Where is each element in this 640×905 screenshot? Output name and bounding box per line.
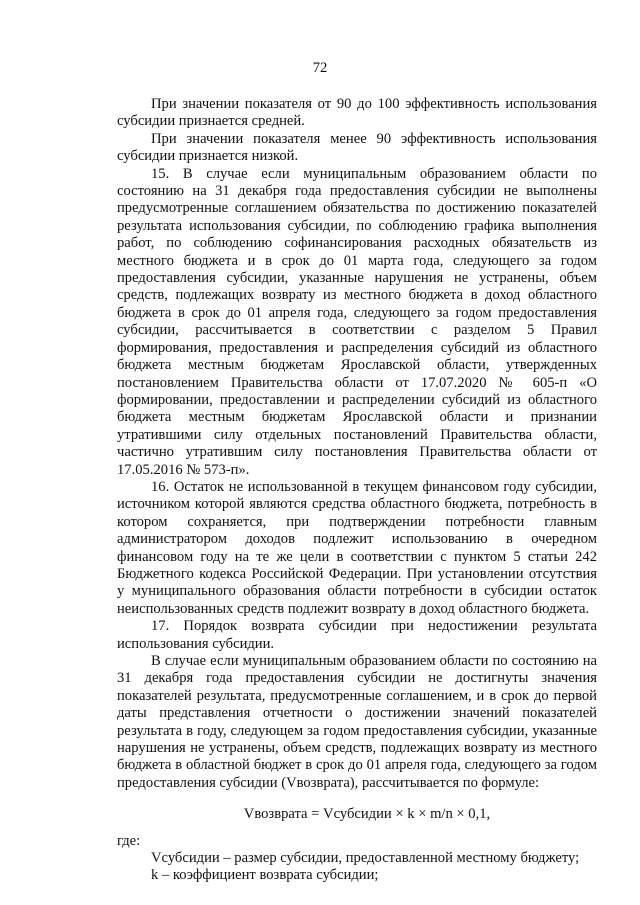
paragraph-clause-16: 16. Остаток не использованной в текущем финансовом году субсидии, источником которой являются средства областного бюджета, потребность в котором сохраняется, при подтверждении потребности главным администратором доходов подлежит использованию в очередном финансовом году на те же цели в соответствии с пунктом 5 статьи 242 Бюджетного кодекса Российской Федерации. При установлении отсутствия у муниципального образования области потребности в субсидии остаток неиспользованных средств подлежит возврату в доход областного бюджета. xyxy=(117,478,597,617)
definition-item: Vсубсидии – размер субсидии, предоставленной местному бюджету; xyxy=(151,850,580,867)
paragraph-efficiency-medium: При значении показателя от 90 до 100 эффективность использования субсидии признается средней. xyxy=(117,96,597,130)
definition-item: k – коэффициент возврата субсидии; xyxy=(151,867,379,884)
paragraph-efficiency-low: При значении показателя менее 90 эффективность использования субсидии признается низкой. xyxy=(117,130,597,165)
paragraph-return-calculation: В случае если муниципальным образованием области по состоянию на 31 декабря года предоставления субсидии не достигнуты значения показателей результата, предусмотренные соглашением, и в срок до первой даты представления отчетности о достижении значений показателей результата в году, следующем за годом предоставления субсидии, указанные нарушения не устранены, объем средств, подлежащих возврату из местного бюджета в областной бюджет в срок до 01 апреля года, следующего за годом предоставления субсидии (Vвозврата), рассчитывается по формуле: xyxy=(117,653,597,791)
formula: Vвозврата = Vсубсидии × k × m/n × 0,1, xyxy=(243,806,491,823)
where-label: где: xyxy=(117,832,141,849)
paragraph-clause-15: 15. В случае если муниципальным образованием области по состоянию на 31 декабря года предоставления субсидии не выполнены предусмотренные соглашением обязательства по достижению показателей результата использования субсидии, по соблюдению графика выполнения работ, по соблюдению софинансирования расходных обязательств из местного бюджета и в срок до 01 марта года, следующего за годом предоставления субсидии, указанные нарушения не устранены, объем средств, подлежащих возврату из местного бюджета в доход областного бюджета в срок до 01 апреля года, следующего за годом предоставления субсидии, рассчитывается в соответствии с разделом 5 Правил формирования, предоставления и распределения субсидий из областного бюджета местным бюджетам Ярославской области, утвержденных постановлением Правительства области от 17.07.2020 № 605-п «О формировании, предоставлении и распределении субсидий из областного бюджета местным бюджетам Ярославской области и признании утратившими силу отдельных постановлений Правительства области, частично утратившим силу постановления Правительства области от 17.05.2016 № 573-п». xyxy=(117,165,597,478)
paragraph-clause-17: 17. Порядок возврата субсидии при недостижении результата использования субсидии. xyxy=(117,618,597,652)
document-body xyxy=(117,96,597,885)
page-number: 72 xyxy=(312,60,328,76)
